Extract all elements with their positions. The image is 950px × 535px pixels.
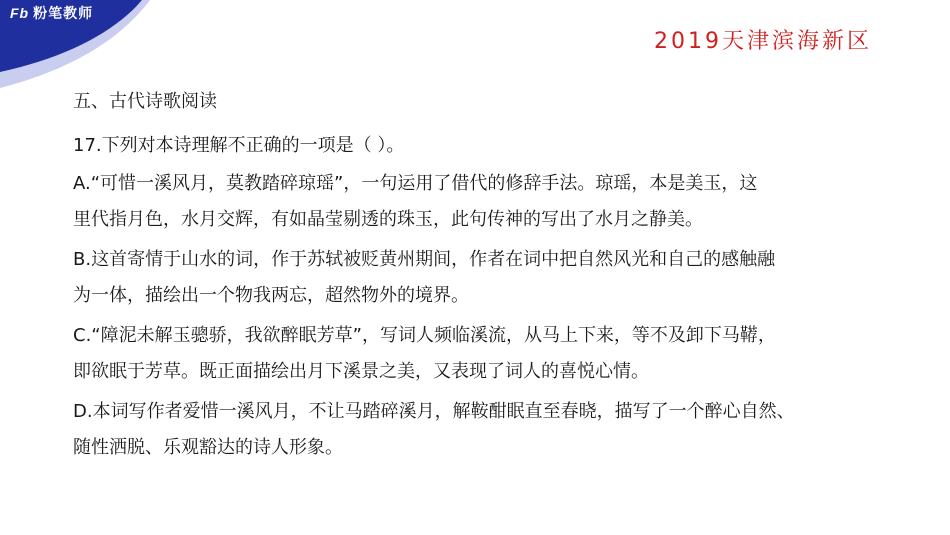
option-c-line1: C.“障泥未解玉骢骄，我欲醉眠芳草”，写词人频临溪流，从马上下来，等不及卸下马鞯， [73, 325, 776, 346]
option-a-line1: A.“可惜一溪风月，莫教踏碎琼瑶”，一句运用了借代的修辞手法。琼瑶，本是美玉，这 [73, 173, 758, 194]
option-d-line1: D.本词写作者爱惜一溪风月，不让马踏碎溪月，解鞍酣眠直至春晓，描写了一个醉心自然、 [73, 401, 795, 422]
option-d [73, 394, 933, 466]
brand-logo [10, 3, 93, 23]
brand-mark: Fb [10, 5, 30, 21]
section-title: 五、古代诗歌阅读 [73, 91, 217, 112]
option-b-line1: B.这首寄情于山水的词，作于苏轼被贬黄州期间，作者在词中把自然风光和自己的感触融 [73, 249, 776, 270]
option-a-line2: 里代指月色，水月交辉，有如晶莹剔透的珠玉，此句传神的写出了水月之静美。 [73, 209, 703, 230]
option-c [73, 318, 933, 390]
question-content [73, 88, 933, 466]
question-stem: 17.下列对本诗理解不正确的一项是（ ）。 [73, 135, 405, 156]
region-title: 2019天津滨海新区 [654, 29, 872, 54]
brand-name: 粉笔教师 [33, 6, 94, 22]
option-d-line2: 随性洒脱、乐观豁达的诗人形象。 [73, 437, 343, 458]
option-b-line2: 为一体，描绘出一个物我两忘，超然物外的境界。 [73, 285, 469, 306]
option-c-line2: 即欲眠于芳草。既正面描绘出月下溪景之美，又表现了词人的喜悦心情。 [73, 361, 649, 382]
option-b [73, 242, 933, 314]
option-a [73, 166, 933, 238]
